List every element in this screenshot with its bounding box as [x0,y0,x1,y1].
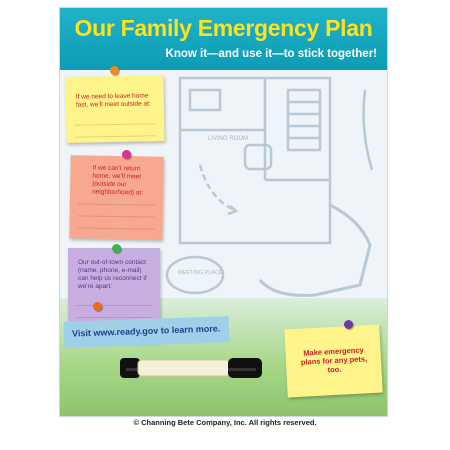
note-leave-home [65,75,164,143]
emergency-plan-sheet [60,8,387,416]
ready-gov-text: Visit www.ready.gov to learn more. [71,323,221,339]
dry-erase-marker-icon [116,352,268,388]
stairs [288,90,320,150]
write-lines [74,112,156,137]
pushpin-icon [344,320,353,329]
note-leave-home-text: If we need to leave home fast, we’ll meet outside at: [75,92,151,109]
page-subtitle: Know it—and use it—to stick together! [165,48,377,60]
pushpin-icon [93,302,102,311]
note-contact-text: Our out-of-town contact (name, phone, e-mail) can help us reconnect if we’re apart: [78,259,147,290]
armchair [245,145,271,169]
note-pets [284,325,382,398]
pushpin-icon [110,66,119,75]
header-banner [60,8,387,70]
write-lines [77,192,155,229]
note-cant-return [69,155,163,240]
copyright-footer: © Channing Bete Company, Inc. All rights reserved. [133,418,317,427]
note-cant-return-text: If we can’t return home, we’ll meet (outside our neighborhood) at: [92,164,144,197]
living-room-label: LIVING ROOM [208,136,249,142]
page-title: Our Family Emergency Plan [74,15,373,41]
pushpin-icon [122,150,131,159]
pets-note-text: Make emergency plans for any pets, too. [300,345,368,375]
meeting-place-label: MEETING PLACE [178,270,223,276]
pushpin-icon [112,244,121,253]
